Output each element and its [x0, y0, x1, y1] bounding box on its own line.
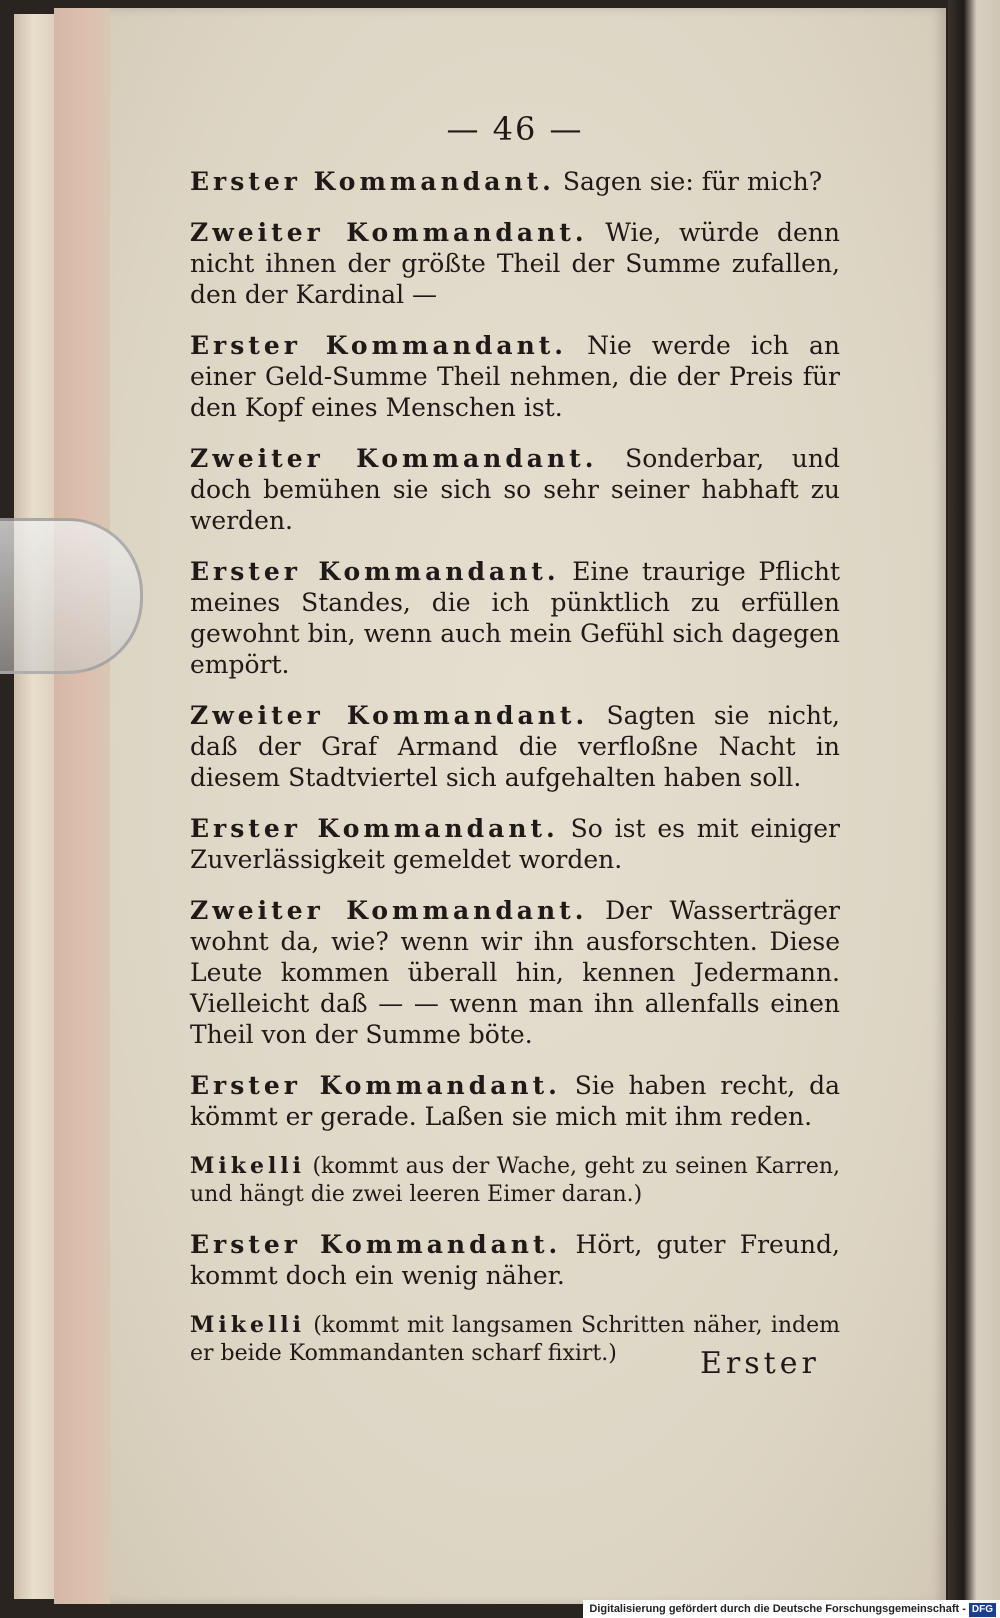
dialogue-text: Hört, guter Freund, kommt doch ein wenig näher. [190, 1230, 840, 1290]
speaker-name: Zweiter Kommandant. [190, 896, 588, 925]
speaker-name: Zweiter Kommandant. [190, 701, 589, 730]
digitization-footer [583, 1600, 1000, 1618]
dialogue-text: So ist es mit einiger Zuverlässigkeit gemeldet worden. [190, 814, 840, 874]
dialogue-text: Sagten sie nicht, daß der Graf Armand die verfloßne Nacht in diesem Stadtviertel sich aufgehalten haben soll. [190, 701, 841, 792]
dialogue-paragraph [190, 1070, 840, 1132]
page-margin [54, 8, 110, 1604]
stage-direction-text: (kommt mit langsamen Schritten näher, indem er beide Kommandanten scharf fixirt.) [190, 1313, 840, 1366]
catchword: Erster [700, 1346, 820, 1381]
page-content [190, 110, 840, 1388]
dialogue-paragraph [190, 1229, 840, 1291]
footer-text: Digitalisierung gefördert durch die Deutsche Forschungsgemeinschaft - [589, 1603, 966, 1615]
speaker-name: Erster Kommandant. [190, 1230, 562, 1259]
dialogue-paragraph [190, 330, 840, 423]
dialogue-text: Sonderbar, und doch bemühen sie sich so sehr seiner habhaft zu werden. [190, 444, 840, 535]
speaker-name: Zweiter Kommandant. [190, 218, 588, 247]
page-number: — 46 — [446, 110, 584, 148]
dialogue-text: Sie haben recht, da kömmt er gerade. Laßen sie mich mit ihm reden. [190, 1071, 840, 1131]
speaker-name: Erster Kommandant. [190, 814, 559, 843]
stage-direction-text: (kommt aus der Wache, geht zu seinen Karren, und hängt die zwei leeren Eimer daran.) [190, 1154, 841, 1207]
speaker-name: Mikelli [190, 1153, 306, 1179]
dfg-logo: DFG [969, 1603, 996, 1617]
speaker-name: Erster Kommandant. [190, 167, 555, 196]
next-page-edge [948, 0, 1000, 1618]
dialogue-text: Wie, würde denn nicht ihnen der größte Theil der Summe zufallen, den der Kardinal — [190, 218, 841, 309]
dialogue-paragraph [190, 895, 840, 1050]
speaker-name: Mikelli [190, 1312, 306, 1338]
dialogue-paragraph [190, 700, 840, 793]
dialogue-paragraph [190, 813, 840, 875]
speaker-name: Erster Kommandant. [190, 1071, 561, 1100]
dialogue-paragraph [190, 217, 840, 310]
page-clip [0, 518, 143, 674]
speaker-name: Erster Kommandant. [190, 331, 567, 360]
speaker-name: Erster Kommandant. [190, 557, 560, 586]
dialogue-paragraph [190, 166, 840, 197]
dialogue-paragraph [190, 556, 840, 680]
dialogue-text: Sagen sie: für mich? [562, 167, 823, 196]
dialogue-text: Der Wasserträger wohnt da, wie? wenn wir ihn ausforschten. Diese Leute kommen überall hin, kennen Jedermann. Vielleicht daß — — wenn man ihn allenfalls einen Theil von der Summe böte. [190, 896, 840, 1049]
speaker-name: Zweiter Kommandant. [190, 444, 598, 473]
dialogue-text: Nie werde ich an einer Geld-Summe Theil nehmen, die der Preis für den Kopf eines Menschen ist. [190, 331, 840, 422]
dialogue-text: Eine traurige Pflicht meines Standes, die ich pünktlich zu erfüllen gewohnt bin, wenn auch mein Gefühl sich dagegen empört. [190, 557, 840, 679]
dialogue-paragraph [190, 443, 840, 536]
stage-direction-paragraph [190, 1152, 840, 1209]
